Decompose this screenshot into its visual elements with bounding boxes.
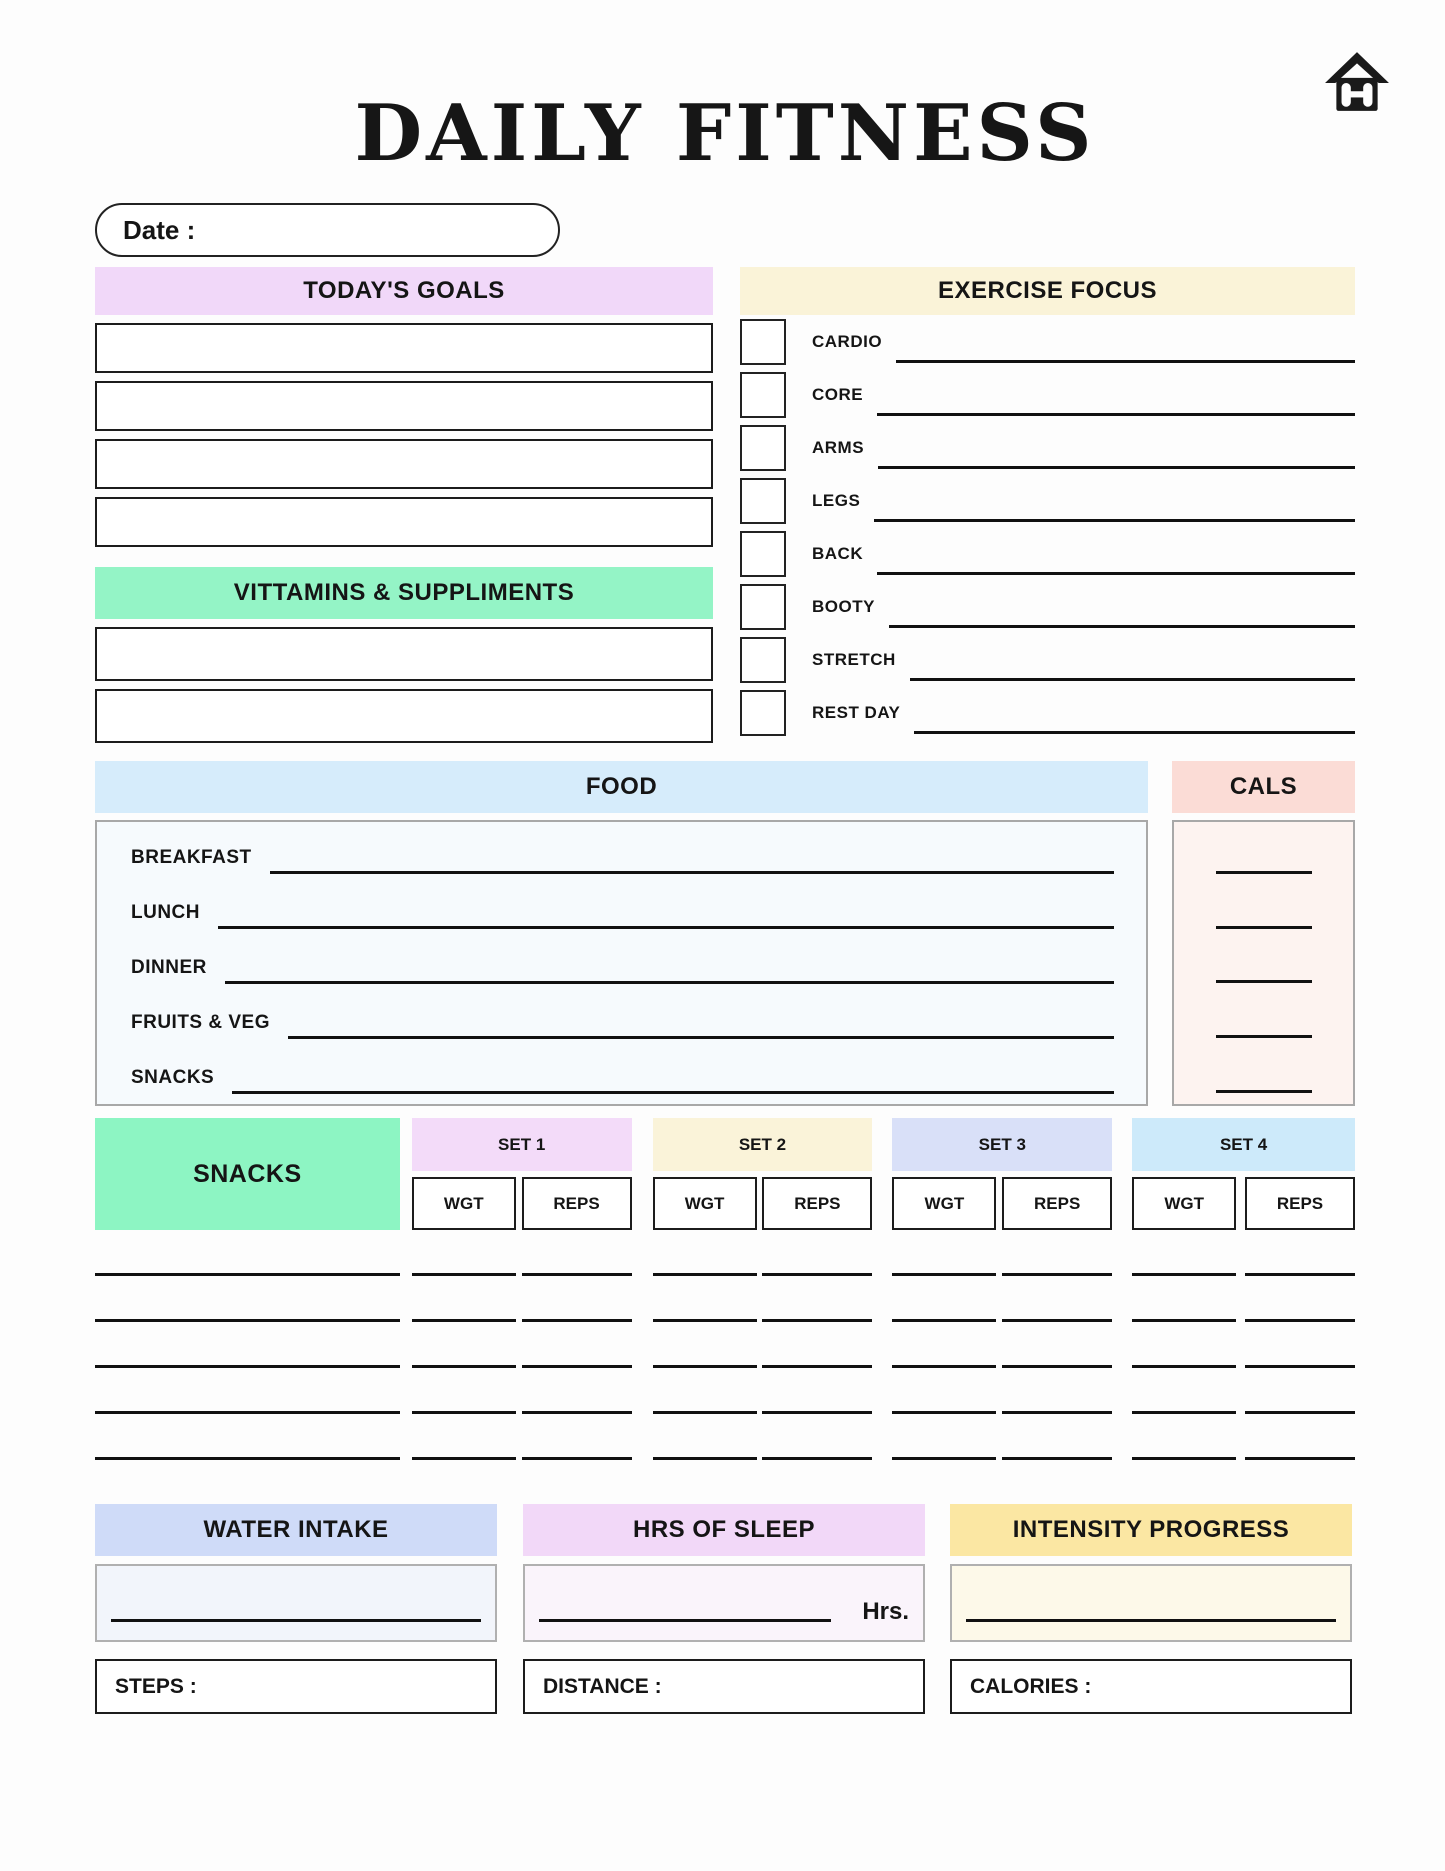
cals-dinner-line[interactable] xyxy=(1216,980,1312,983)
goal-input-4[interactable] xyxy=(95,497,713,547)
cals-snacks-line[interactable] xyxy=(1216,1090,1312,1093)
hrs-of-sleep-box xyxy=(523,1564,925,1642)
food-row-fruits-veg xyxy=(131,995,1114,1050)
set-1-reps-line[interactable] xyxy=(522,1457,632,1460)
exercise-row-booty xyxy=(740,580,1355,633)
cals-header xyxy=(1172,761,1355,813)
intensity-progress-header xyxy=(950,1504,1352,1556)
food-row-dinner xyxy=(131,940,1114,995)
lunch-write-line[interactable] xyxy=(218,926,1114,929)
workout-log-row xyxy=(95,1414,1355,1460)
set-3-header xyxy=(892,1118,1112,1171)
set-2-reps-line[interactable] xyxy=(762,1457,872,1460)
date-field[interactable] xyxy=(95,203,560,257)
food-row-snacks xyxy=(131,1050,1114,1105)
exercise-name-line[interactable] xyxy=(95,1457,400,1460)
exercise-name-line[interactable] xyxy=(95,1411,400,1414)
exercise-row-rest-day xyxy=(740,686,1355,739)
workout-log-row xyxy=(95,1368,1355,1414)
arms-write-line[interactable] xyxy=(878,466,1355,469)
back-checkbox[interactable] xyxy=(740,531,786,577)
dinner-write-line[interactable] xyxy=(225,981,1114,984)
vitamins-header xyxy=(95,567,713,619)
fruits-veg-write-line[interactable] xyxy=(288,1036,1114,1039)
exercise-row-core xyxy=(740,368,1355,421)
set-4-wgt-label: WGT xyxy=(1164,1193,1205,1213)
arms-label: ARMS xyxy=(812,437,865,457)
legs-checkbox[interactable] xyxy=(740,478,786,524)
set-2-reps-label: REPS xyxy=(794,1193,841,1213)
food-box xyxy=(95,820,1148,1106)
workout-log-row xyxy=(95,1322,1355,1368)
exercise-name-line[interactable] xyxy=(95,1273,400,1276)
set-2-header xyxy=(653,1118,873,1171)
core-label: CORE xyxy=(812,384,864,404)
stretch-label: STRETCH xyxy=(812,649,896,669)
exercise-row-back xyxy=(740,527,1355,580)
set-2-wgt-header xyxy=(653,1177,757,1230)
distance-label: DISTANCE : xyxy=(543,1674,662,1698)
booty-label: BOOTY xyxy=(812,596,875,616)
vitamins-input-2[interactable] xyxy=(95,689,713,743)
water-intake-header-label: WATER INTAKE xyxy=(203,1516,389,1543)
workout-left-header-label: SNACKS xyxy=(193,1159,302,1188)
cals-fruits-veg-line[interactable] xyxy=(1216,1035,1312,1038)
legs-label: LEGS xyxy=(812,490,861,510)
intensity-progress-header-label: INTENSITY PROGRESS xyxy=(1012,1516,1290,1543)
set-2-wgt-line[interactable] xyxy=(653,1457,757,1460)
hrs-of-sleep-header-label: HRS OF SLEEP xyxy=(632,1516,816,1543)
date-label: Date : xyxy=(123,214,196,245)
rest-day-label: REST DAY xyxy=(812,702,901,722)
exercise-row-arms xyxy=(740,421,1355,474)
set-2-label: SET 2 xyxy=(738,1134,787,1154)
exercise-name-line[interactable] xyxy=(95,1319,400,1322)
goal-input-1[interactable] xyxy=(95,323,713,373)
booty-write-line[interactable] xyxy=(889,625,1355,628)
set-3-wgt-line[interactable] xyxy=(892,1457,996,1460)
todays-goals-header xyxy=(95,267,713,315)
back-label: BACK xyxy=(812,543,864,563)
set-2-reps-header xyxy=(762,1177,872,1230)
vitamins-input-1[interactable] xyxy=(95,627,713,681)
set-1-header xyxy=(412,1118,632,1171)
exercise-focus-header-label: EXERCISE FOCUS xyxy=(937,277,1158,304)
core-write-line[interactable] xyxy=(877,413,1355,416)
rest-day-write-line[interactable] xyxy=(914,731,1355,734)
set-3-wgt-header xyxy=(892,1177,996,1230)
steps-label: STEPS : xyxy=(115,1674,197,1698)
workout-log-row xyxy=(95,1276,1355,1322)
workout-log-row xyxy=(95,1230,1355,1276)
hrs-of-sleep-write-line[interactable] xyxy=(539,1619,831,1622)
cardio-write-line[interactable] xyxy=(896,360,1355,363)
vitamins-header-label: VITTAMINS & SUPPLIMENTS xyxy=(233,579,575,606)
back-write-line[interactable] xyxy=(877,572,1355,575)
steps-field[interactable] xyxy=(95,1659,497,1714)
legs-write-line[interactable] xyxy=(874,519,1355,522)
set-3-reps-header xyxy=(1002,1177,1112,1230)
set-1-wgt-header xyxy=(412,1177,516,1230)
food-header xyxy=(95,761,1148,813)
hrs-of-sleep-header xyxy=(523,1504,925,1556)
set-1-wgt-line[interactable] xyxy=(412,1457,516,1460)
set-1-label: SET 1 xyxy=(498,1134,546,1154)
stretch-write-line[interactable] xyxy=(910,678,1355,681)
exercise-row-stretch xyxy=(740,633,1355,686)
water-intake-write-line[interactable] xyxy=(111,1619,481,1622)
cals-header-label: CALS xyxy=(1229,773,1298,800)
exercise-row-cardio xyxy=(740,315,1355,368)
arms-checkbox[interactable] xyxy=(740,425,786,471)
set-4-label: SET 4 xyxy=(1219,1134,1268,1154)
workout-left-header xyxy=(95,1118,400,1230)
goal-input-2[interactable] xyxy=(95,381,713,431)
set-3-label: SET 3 xyxy=(978,1134,1026,1154)
calories-field[interactable] xyxy=(950,1659,1352,1714)
set-3-reps-line[interactable] xyxy=(1002,1457,1112,1460)
set-1-wgt-label: WGT xyxy=(443,1193,484,1213)
cardio-label: CARDIO xyxy=(812,331,883,351)
set-4-reps-header xyxy=(1245,1177,1355,1230)
snacks-label: SNACKS xyxy=(131,1066,215,1088)
set-4-wgt-header xyxy=(1132,1177,1236,1230)
set-2-wgt-label: WGT xyxy=(684,1193,725,1213)
intensity-progress-write-line[interactable] xyxy=(966,1619,1336,1622)
lunch-label: LUNCH xyxy=(131,901,200,923)
cals-breakfast-line[interactable] xyxy=(1216,871,1312,874)
exercise-row-legs xyxy=(740,474,1355,527)
core-checkbox[interactable] xyxy=(740,372,786,418)
calories-label: CALORIES : xyxy=(970,1674,1092,1698)
set-1-reps-label: REPS xyxy=(553,1193,600,1213)
cals-box xyxy=(1172,820,1355,1106)
set-4-reps-line[interactable] xyxy=(1245,1457,1355,1460)
set-4-reps-label: REPS xyxy=(1276,1193,1324,1213)
water-intake-header xyxy=(95,1504,497,1556)
goal-input-3[interactable] xyxy=(95,439,713,489)
set-4-header xyxy=(1132,1118,1355,1171)
food-header-label: FOOD xyxy=(585,773,658,800)
food-row-lunch xyxy=(131,885,1114,940)
breakfast-label: BREAKFAST xyxy=(131,846,252,868)
food-row-breakfast xyxy=(131,830,1114,885)
cals-lunch-line[interactable] xyxy=(1216,926,1312,929)
set-3-reps-label: REPS xyxy=(1034,1193,1081,1213)
water-intake-box xyxy=(95,1564,497,1642)
exercise-name-line[interactable] xyxy=(95,1365,400,1368)
hrs-unit-label: Hrs. xyxy=(862,1598,909,1625)
cardio-checkbox[interactable] xyxy=(740,319,786,365)
page-title: DAILY FITNESS xyxy=(354,88,1096,179)
exercise-focus-header xyxy=(740,267,1355,315)
distance-field[interactable] xyxy=(523,1659,925,1714)
rest-day-checkbox[interactable] xyxy=(740,690,786,736)
set-1-reps-header xyxy=(522,1177,632,1230)
fruits-veg-label: FRUITS & VEG xyxy=(131,1011,271,1033)
booty-checkbox[interactable] xyxy=(740,584,786,630)
set-3-wgt-label: WGT xyxy=(924,1193,965,1213)
snacks-write-line[interactable] xyxy=(232,1091,1114,1094)
breakfast-write-line[interactable] xyxy=(270,871,1114,874)
set-4-wgt-line[interactable] xyxy=(1132,1457,1236,1460)
stretch-checkbox[interactable] xyxy=(740,637,786,683)
intensity-progress-box xyxy=(950,1564,1352,1642)
todays-goals-header-label: TODAY'S GOALS xyxy=(303,277,505,304)
dinner-label: DINNER xyxy=(131,956,207,978)
